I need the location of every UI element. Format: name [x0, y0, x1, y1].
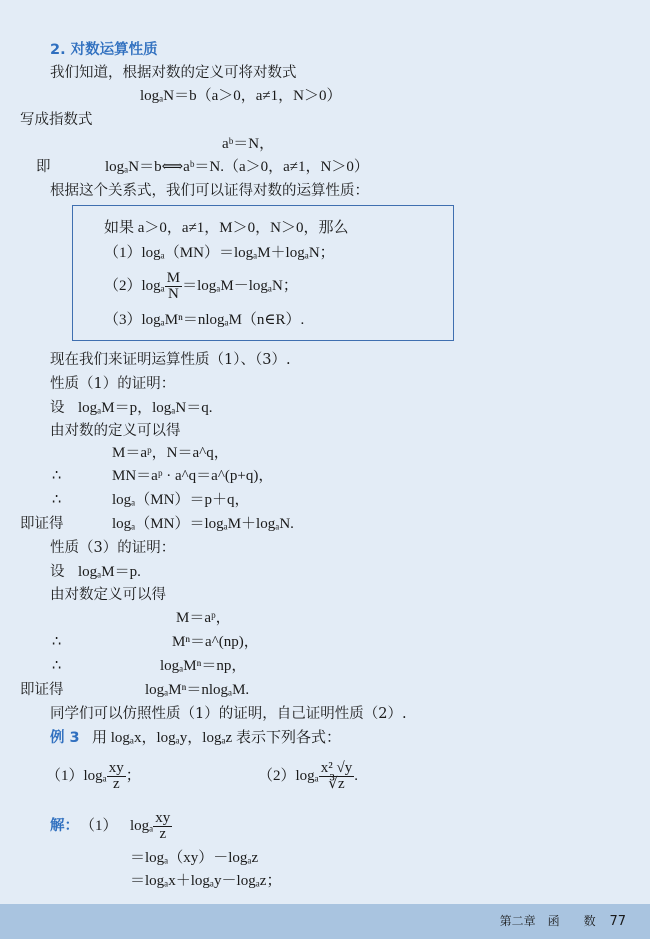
section-title: 2. 对数运算性质: [50, 42, 158, 58]
example-q1-denominator: z: [112, 775, 120, 792]
solution-step-1: ＝logₐ（xy）－logₐz: [130, 850, 259, 866]
example-text: 用 logₐx，logₐy，logₐz 表示下列各式：: [92, 730, 341, 746]
example-q1: [46, 756, 141, 796]
example-q2-suffix: .: [354, 768, 359, 784]
example-q1-prefix: （1）logₐ: [46, 768, 107, 784]
solution-step-0-numerator: xy: [155, 809, 171, 826]
proof1-therefore-1: ∴: [52, 468, 62, 484]
box-condition: 如果 a＞0，a≠1，M＞0，N＞0，那么: [104, 220, 349, 236]
solution-step-0: [130, 808, 172, 844]
example-q1-fraction: [107, 761, 126, 792]
paragraph-4: 现在我们来证明运算性质（1）、（3）.: [50, 352, 291, 368]
equation-1: logₐN＝b（a＞0，a≠1，N＞0）: [140, 88, 342, 104]
page-number: 77: [609, 914, 626, 929]
example-label: 例 3: [50, 730, 80, 746]
property-2-fraction: [165, 271, 182, 302]
paragraph-2: 写成指数式: [20, 112, 93, 128]
footer-chapter: 第二章 函 数: [499, 914, 596, 928]
example-q1-suffix: ；: [125, 768, 141, 784]
proof1-eq4: logₐ（MN）＝logₐM＋logₐN.: [112, 516, 294, 532]
solution-step-2: ＝logₐx＋logₐy－logₐz；: [130, 873, 282, 889]
example-q2-fraction: [319, 761, 354, 792]
paragraph-1: 我们知道，根据对数的定义可将对数式: [50, 65, 297, 81]
proof1-title: 性质（1）的证明：: [50, 376, 176, 392]
example-q2-denominator: ∛z: [328, 775, 345, 792]
proof3-eq2: Mⁿ＝a^(np)，: [172, 634, 259, 650]
proof1-by-def: 由对数的定义可以得: [50, 423, 181, 439]
proof1-eq3: logₐ（MN）＝p＋q，: [112, 492, 250, 508]
footer: [500, 912, 626, 929]
paragraph-5: 同学们可以仿照性质（1）的证明，自己证明性质（2）.: [50, 706, 407, 722]
proof3-eq1: M＝aᵖ，: [176, 610, 231, 626]
example-q2-prefix: （2）logₐ: [258, 768, 319, 784]
proof3-therefore-2: ∴: [52, 658, 62, 674]
property-3: （3）logₐMⁿ＝nlogₐM（n∈R）.: [104, 312, 305, 328]
proof3-let-label: 设: [50, 564, 65, 580]
solution-part: （1）: [80, 818, 118, 834]
property-2: [104, 268, 298, 304]
solution-label: 解：: [50, 818, 79, 834]
example-q1-numerator: xy: [108, 759, 124, 776]
proof3-by-def: 由对数定义可以得: [50, 587, 166, 603]
solution-step-0-fraction: [153, 811, 172, 842]
proof3-eq3: logₐMⁿ＝np，: [160, 658, 247, 674]
solution-step-0-denominator: z: [159, 825, 167, 842]
property-1: （1）logₐ（MN）＝logₐM＋logₐN；: [104, 245, 335, 261]
property-2-prefix: （2）logₐ: [104, 278, 165, 294]
proof3-title: 性质（3）的证明：: [50, 540, 176, 556]
ji-label: 即: [36, 159, 51, 175]
proof3-therefore-1: ∴: [52, 634, 62, 650]
equation-3: logₐN＝b⟺aᵇ＝N.（a＞0，a≠1，N＞0）: [105, 159, 369, 175]
proof1-let: logₐM＝p，logₐN＝q.: [78, 400, 213, 416]
paragraph-3: 根据这个关系式，我们可以证得对数的运算性质：: [50, 183, 369, 199]
proof1-proved-label: 即证得: [20, 516, 64, 532]
example-q2: [258, 756, 358, 796]
proof3-let: logₐM＝p.: [78, 564, 141, 580]
proof1-therefore-2: ∴: [52, 492, 62, 508]
proof3-proved-label: 即证得: [20, 682, 64, 698]
proof1-eq2: MN＝aᵖ · a^q＝a^(p+q)，: [112, 468, 274, 484]
proof1-eq1: M＝aᵖ，N＝a^q，: [112, 445, 229, 461]
property-2-suffix: ＝logₐM－logₐN；: [182, 278, 298, 294]
proof3-eq4: logₐMⁿ＝nlogₐM.: [145, 682, 250, 698]
property-2-denominator: N: [168, 285, 179, 302]
proof1-let-label: 设: [50, 400, 65, 416]
property-2-numerator: M: [166, 269, 181, 286]
example-q2-numerator: x² √y: [320, 759, 353, 776]
equation-2: aᵇ＝N，: [222, 136, 275, 152]
solution-step-0-prefix: logₐ: [130, 818, 154, 834]
